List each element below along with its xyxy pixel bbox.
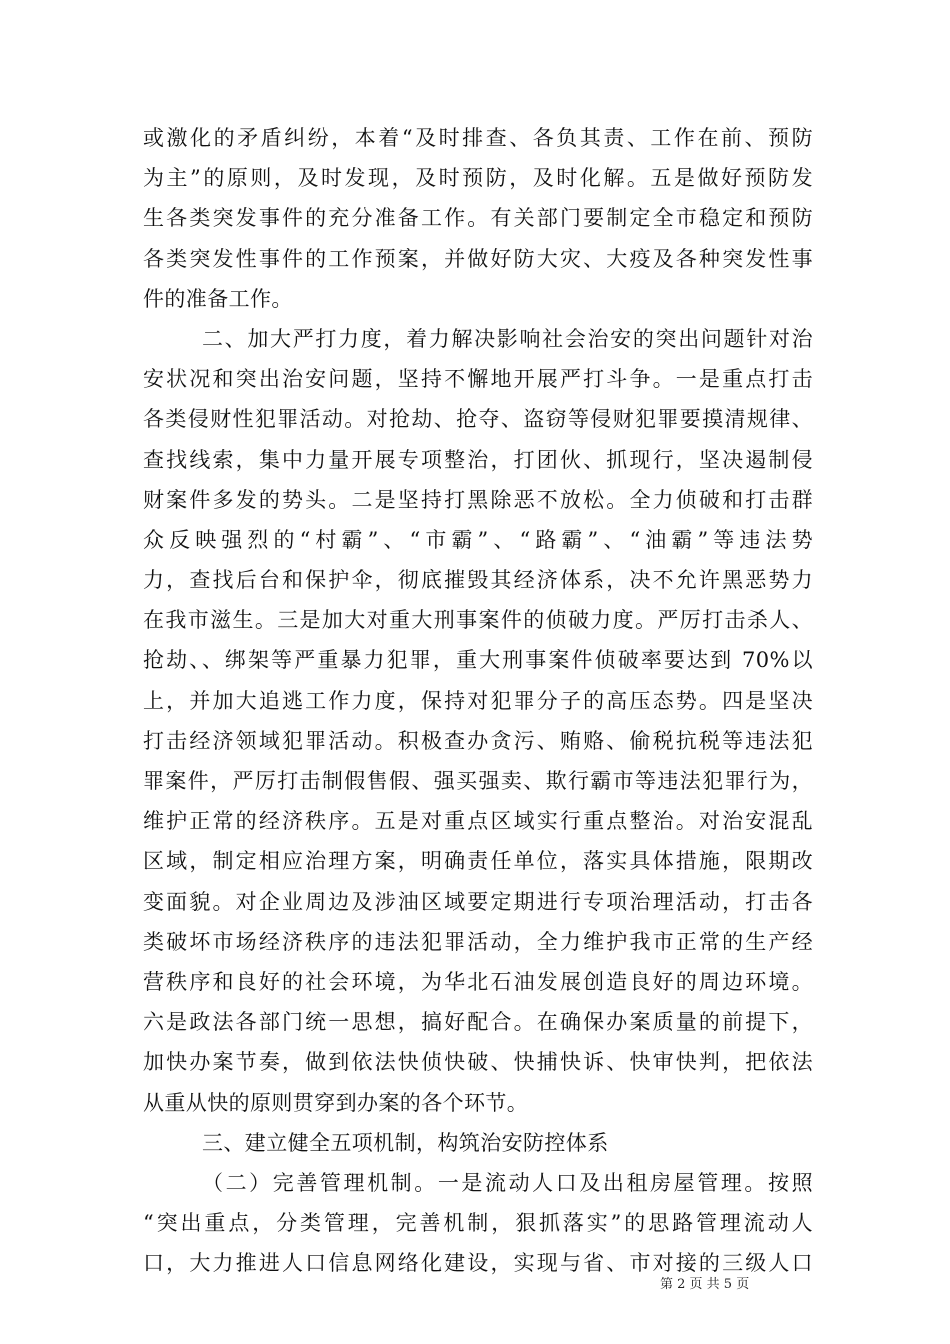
text-line: 众反映强烈的“村霸”、“市霸”、“路霸”、“油霸”等违法势 [143,527,813,552]
text-line: 类破坏市场经济秩序的违法犯罪活动，全力维护我市正常的生产经 [143,929,813,954]
text-line: 财案件多发的势头。二是坚持打黑除恶不放松。全力侦破和打击群 [143,487,813,512]
text-line: 营秩序和良好的社会环境，为华北石油发展创造良好的周边环境。 [143,969,813,994]
text-line: 在我市滋生。三是加大对重大刑事案件的侦破力度。严厉打击杀人、 [143,608,813,633]
text-line: 查找线索，集中力量开展专项整治，打团伙、抓现行，坚决遏制侵 [143,447,813,472]
text-line: 力，查找后台和保护伞，彻底摧毁其经济体系，决不允许黑恶势力 [143,568,813,593]
text-line: 区域，制定相应治理方案，明确责任单位，落实具体措施，限期改 [143,849,813,874]
text-line: 各类侵财性犯罪活动。对抢劫、抢夺、盗窃等侵财犯罪要摸清规律、 [143,407,813,432]
text-line: 口，大力推进人口信息网络化建设，实现与省、市对接的三级人口 [143,1251,813,1276]
text-line: 为主”的原则，及时发现，及时预防，及时化解。五是做好预防发 [143,166,813,191]
subsection-heading-line: （二）完善管理机制。一是流动人口及出租房屋管理。按照 [202,1170,813,1195]
text-line: 抢劫、、绑架等严重暴力犯罪，重大刑事案件侦破率要达到 70%以 [143,648,813,673]
text-line: “突出重点，分类管理，完善机制，狠抓落实”的思路管理流动人 [143,1211,813,1236]
text-line: 变面貌。对企业周边及涉油区域要定期进行专项治理活动，打击各 [143,889,813,914]
text-line: 打击经济领域犯罪活动。积极查办贪污、贿赂、偷税抗税等违法犯 [143,728,813,753]
section-heading-line: 三、建立健全五项机制，构筑治安防控体系 [202,1130,609,1155]
page-number-footer: 第 2 页 共 5 页 [660,1277,750,1292]
text-line: 罪案件，严厉打击制假售假、强买强卖、欺行霸市等违法犯罪行为， [143,769,813,793]
text-line: 加快办案节奏，做到依法快侦快破、快捕快诉、快审快判，把依法 [143,1050,813,1075]
text-line: 安状况和突出治安问题，坚持不懈地开展严打斗争。一是重点打击 [143,367,813,392]
text-line: 或激化的矛盾纠纷，本着“及时排查、各负其责、工作在前、预防 [143,126,813,150]
text-line: 各类突发性事件的工作预案，并做好防大灾、大疫及各种突发性事 [143,246,813,271]
text-line: 生各类突发事件的充分准备工作。有关部门要制定全市稳定和预防 [143,206,813,231]
text-line: 件的准备工作。 [143,286,293,311]
text-line: 从重从快的原则贯穿到办案的各个环节。 [143,1090,529,1115]
text-line: 六是政法各部门统一思想，搞好配合。在确保办案质量的前提下， [143,1010,813,1035]
section-heading-line: 二、加大严打力度，着力解决影响社会治安的突出问题针对治 [202,326,813,351]
text-line: 维护正常的经济秩序。五是对重点区域实行重点整治。对治安混乱 [143,809,813,834]
document-body [143,118,813,1283]
text-line: 上，并加大追逃工作力度，保持对犯罪分子的高压态势。四是坚决 [143,688,813,713]
